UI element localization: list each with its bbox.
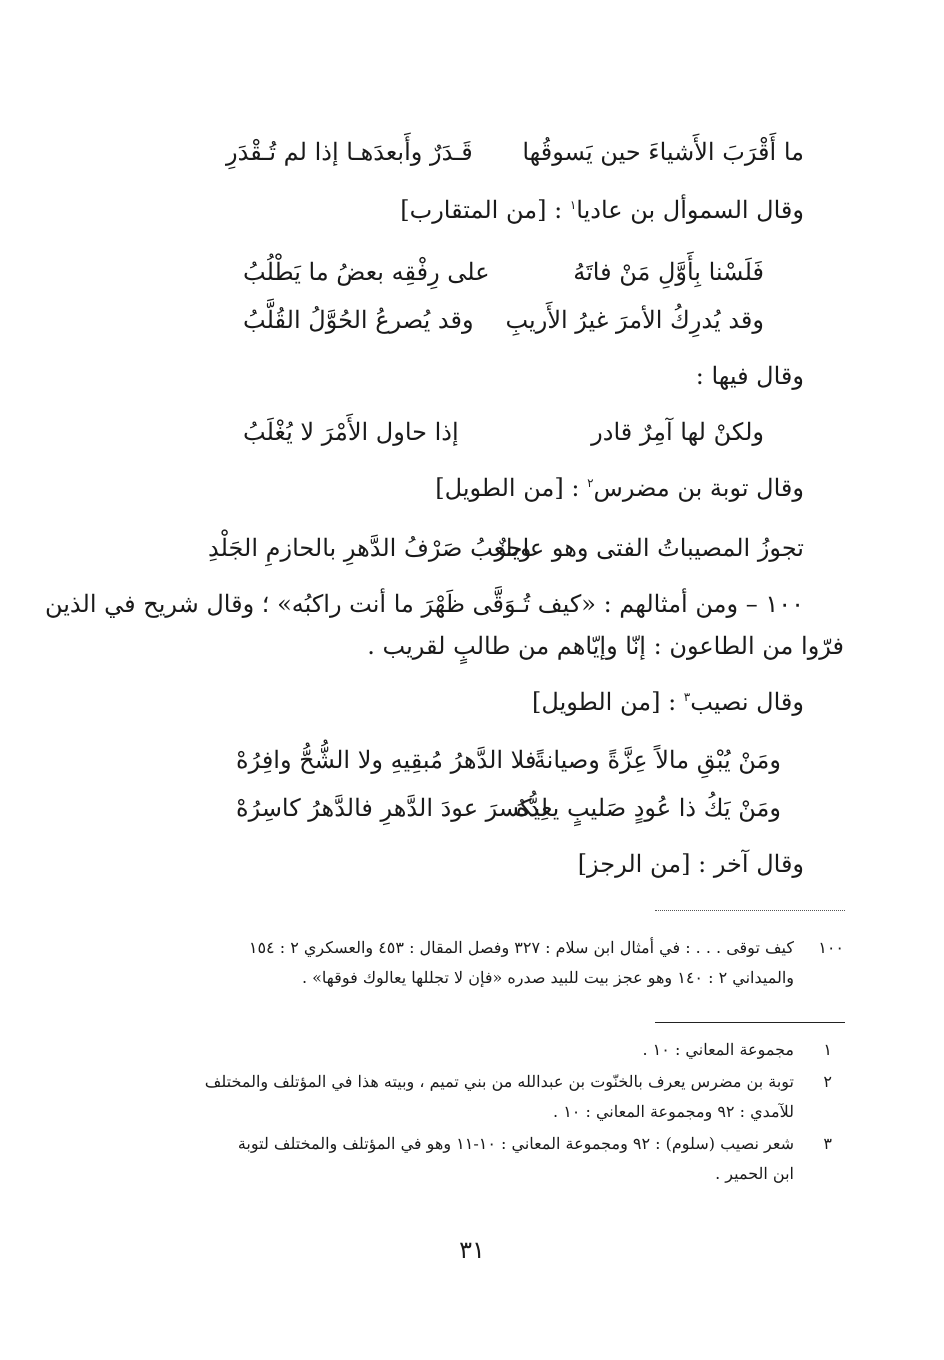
footnote-3-line-1: شعر نصيب (سلوم) : ٩٢ ومجموعة المعاني : ١٠-١١ وهو في المؤتلف والمختلف لتوبة	[237, 1134, 794, 1153]
footnote-ref-2: ٢	[587, 476, 594, 490]
intro-nusayb-text: وقال نصيب	[690, 688, 804, 716]
verse-5-second-hemistich: ويلعبُ صَرْفُ الدَّهرِ بالحازمِ الجَلْدِ	[208, 534, 532, 562]
meter-label: : [من الطويل]	[435, 474, 580, 502]
proverb-100-line-2: فرّوا من الطاعون : إنّا وإيّاهم من طالبٍ لقريب .	[367, 632, 844, 660]
dotted-separator	[655, 910, 845, 911]
footnote-2-line-1: توبة بن مضرس يعرف بالخنّوت بن عبدالله من بني تميم ، وبيته هذا في المؤتلف والمختلف	[204, 1072, 794, 1091]
intro-nusayb	[532, 688, 804, 716]
verse-7-first-hemistich: ومَنْ يَكُ ذا عُودٍ صَليبٍ يعدُّهُ	[515, 794, 781, 822]
note-100-number: ١٠٠	[818, 938, 844, 957]
verse-5-first-hemistich: تجوزُ المصيباتُ الفتى وهو عاجزٌ	[494, 534, 804, 562]
note-100-line-2: والميداني ٢ : ١٤٠ وهو عجز بيت للبيد صدره «فإن لا تجللها يعالوك فوقها» .	[301, 968, 794, 987]
verse-6-second-hemistich: فلا الدَّهرُ مُبقِيهِ ولا الشُّحُّ وافِرُهْ	[236, 746, 537, 774]
verse-2-second-hemistich: على رِفْقِه بعضُ ما يَطْلُبُ	[243, 258, 490, 286]
verse-2-first-hemistich: فَلَسْنا بِأَوَّلِ مَنْ فاتَهُ	[573, 258, 764, 286]
footnote-2-number: ٢	[823, 1072, 832, 1091]
note-100-line-1: كيف توقى . . . : في أمثال ابن سلام : ٣٢٧ وفصل المقال : ٤٥٣ والعسكري ٢ : ١٥٤	[248, 938, 794, 957]
footnote-ref-1: ١	[569, 198, 577, 212]
verse-7-second-hemistich: لِيكسرَ عودَ الدَّهرِ فالدَّهرُ كاسِرُهْ	[236, 794, 549, 822]
footnote-3-line-2: ابن الحمير .	[715, 1164, 794, 1183]
verse-4-first-hemistich: ولكنْ لها آمِرٌ قادر	[591, 418, 764, 446]
verse-1-second-hemistich: قَـدَرٌ وأَبعدَهـا إذا لم تُـقْدَرِ	[226, 138, 473, 166]
intro-samawal	[400, 196, 804, 224]
verse-3-first-hemistich: وقد يُدرِكُ الأمرَ غيرُ الأَريبِ	[505, 306, 764, 334]
footnote-2-line-2: للآمدي : ٩٢ ومجموعة المعاني : ١٠ .	[553, 1102, 794, 1121]
page-number: ٣١	[459, 1236, 485, 1264]
intro-tawba-text: وقال توبة بن مضرس	[593, 474, 804, 502]
meter-label: : [من المتقارب]	[400, 196, 563, 224]
footnote-1-number: ١	[823, 1040, 832, 1059]
verse-4-second-hemistich: إذا حاول الأَمْرَ لا يُغْلَبُ	[243, 418, 459, 446]
verse-1-first-hemistich: ما أَقْرَبَ الأَشياءَ حين يَسوقُها	[522, 138, 804, 166]
footnote-3-number: ٣	[823, 1134, 832, 1153]
footnote-separator	[655, 1022, 845, 1023]
intro-fiha: وقال فيها :	[695, 362, 804, 390]
footnote-ref-3: ٣	[683, 690, 691, 704]
verse-3-second-hemistich: وقد يُصرعُ الحُوَّلُ القُلَّبُ	[243, 306, 474, 334]
intro-samawal-text: وقال السموأل بن عاديا	[576, 196, 804, 224]
verse-6-first-hemistich: ومَنْ يُبْقِ مالاً عِزَّةً وصيانةً	[533, 746, 781, 774]
intro-akhar: وقال آخر : [من الرجز]	[577, 850, 804, 878]
footnote-1-line-1: مجموعة المعاني : ١٠ .	[642, 1040, 794, 1059]
intro-tawba	[435, 474, 804, 502]
proverb-100-line-1: ١٠٠ – ومن أمثالهم : «كيف تُـوَقَّى ظَهْرَ ما أنت راكبُه» ؛ وقال شريح في الذين	[44, 590, 804, 618]
meter-label: : [من الطويل]	[532, 688, 677, 716]
